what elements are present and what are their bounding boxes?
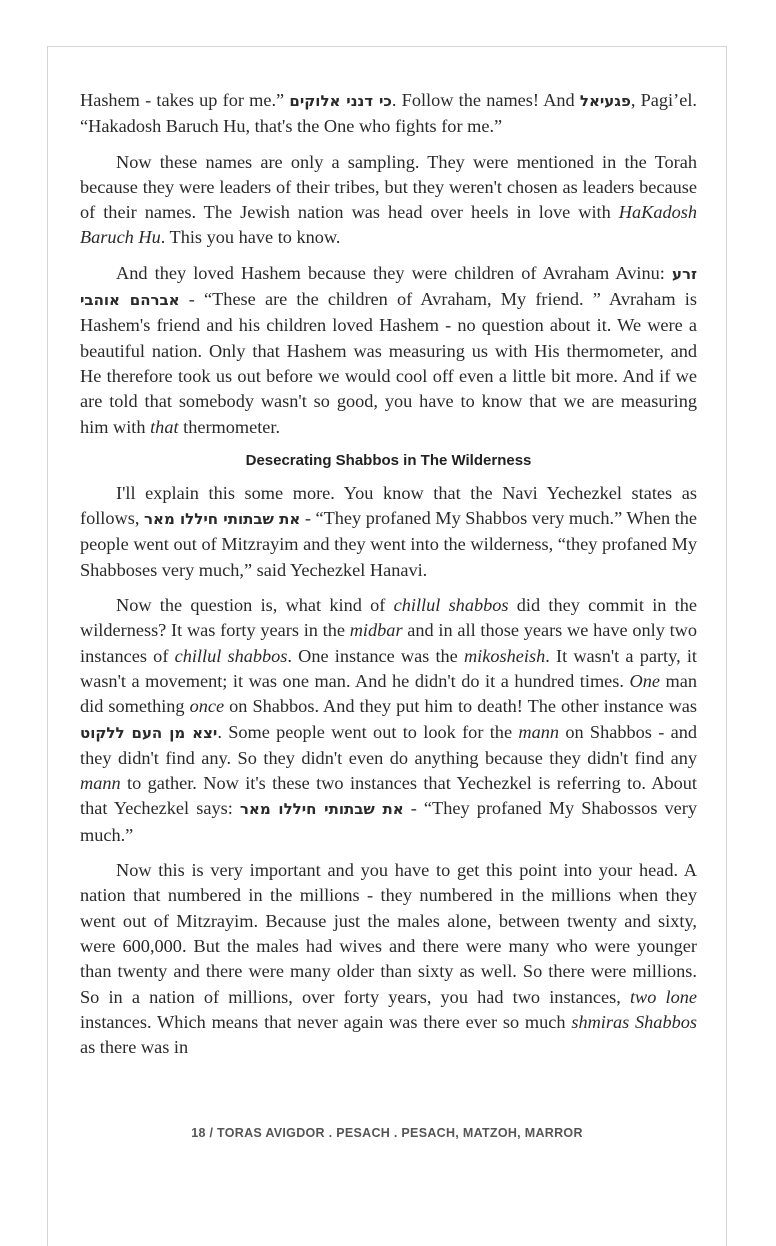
italic-text: HaKadosh Baruch Hu (80, 202, 697, 248)
italic-text: One (629, 670, 660, 691)
section-heading: Desecrating Shabbos in The Wilderness (245, 451, 532, 469)
text-run: Now these names are only a sampling. They were mentioned in the Torah because they were leaders of their tribes, but they weren't chosen as leaders because of their names. The Jewish nation was head over heels in love with (80, 151, 697, 223)
text-run: . This you have to know. (160, 227, 341, 248)
text-run: - “They profaned My Shabossos very much.” (80, 798, 697, 845)
text-run: thermometer. (178, 416, 281, 437)
hebrew-quote: פגעיאל (579, 92, 631, 110)
hebrew-quote: את שבתותי חיללו מאר (144, 510, 301, 529)
text-run: on Shabbos - and they didn't find any. So they didn't even do anything because they didn't find any (80, 721, 697, 768)
page-content (80, 88, 697, 1070)
page-footer: 18 / TORAS AVIGDOR . PESACH . PESACH, MATZOH, MARROR (191, 1126, 583, 1140)
text-run: as there was in (80, 1037, 189, 1058)
text-run: . Some people went out to look for the (217, 721, 519, 742)
paragraph (80, 88, 697, 140)
text-run: I'll explain this some more. You know that the Navi Yechezkel states as follows, (80, 482, 697, 529)
paragraph (80, 481, 697, 583)
text-run: . It wasn't a party, it wasn't a movement; it was one man. And he didn't do it a hundred times. (80, 645, 697, 691)
text-run: instances. Which means that never again was there ever so much (80, 1011, 572, 1032)
hebrew-quote: יצא מן העם ללקוט (80, 723, 218, 742)
text-run: Now the question is, what kind of (116, 595, 394, 616)
text-run: . Follow the names! And (391, 90, 580, 110)
italic-text: mann (80, 773, 121, 794)
italic-text: once (189, 696, 225, 717)
text-run: . One instance was the (287, 645, 464, 666)
italic-text: that (150, 416, 179, 437)
italic-text: midbar (349, 620, 403, 641)
paragraphs-after-heading (80, 481, 697, 1061)
paragraph (80, 150, 697, 251)
text-run: on Shabbos. And they put him to death! The other instance was (224, 696, 698, 717)
italic-text: mikosheish (463, 645, 546, 666)
text-run: - “They profaned My Shabbos very much.” When the people went out of Mitzrayim and they went into the wilderness, “they profaned My Shabboses very much,” said Yechezkel Hanavi. (80, 508, 697, 580)
text-run: to gather. Now it's these two instances that Yechezkel is referring to. About that Yechezkel says: (80, 773, 697, 819)
paragraph (80, 593, 697, 848)
hebrew-quote: זרע אברהם אוהבי (80, 264, 697, 310)
text-run: and in all those years we have only two instances of (80, 620, 697, 666)
italic-text: chillul shabbos (393, 595, 509, 616)
text-run: did they commit in the wilderness? It was forty years in the (80, 595, 698, 641)
text-run: - “These are the children of Avraham, My friend. ” Avraham is Hashem's friend and his children loved Hashem - no question about it. We were a beautiful nation. Only that Hashem was measuring us with His thermometer, and He therefore took us out before we would cool off even a little bit more. And if we are told that somebody wasn't so good, you have to know that we are measuring him with (80, 289, 697, 437)
italic-text: chillul shabbos (174, 645, 288, 666)
italic-text: mann (518, 721, 559, 742)
text-run: , Pagi’el. “Hakadosh Baruch Hu, that's the One who fights for me.” (80, 90, 697, 137)
hebrew-quote: כי דנני אלוקים (289, 92, 392, 110)
paragraph (80, 858, 697, 1060)
paragraph (80, 261, 697, 440)
hebrew-quote: את שבתותי חיללו מאר (239, 800, 404, 819)
italic-text: shmiras Shabbos (571, 1011, 697, 1032)
text-run: And they loved Hashem because they were children of Avraham Avinu: (116, 262, 672, 283)
paragraphs-before-heading (80, 88, 697, 440)
text-run: man did something (80, 670, 697, 717)
text-run: Hashem - takes up for me.” (80, 90, 290, 110)
text-run: Now this is very important and you have to get this point into your head. A nation that numbered in the millions - they numbered in the millions when they went out of Mitzrayim. Because just the males alone, between twenty and sixty, were 600,000. But the males had wives and there were many who were younger than twenty and there were many older than sixty as well. So there were millions. So in a nation of millions, over forty years, you had two instances, (80, 860, 697, 1007)
italic-text: two lone (629, 986, 697, 1007)
